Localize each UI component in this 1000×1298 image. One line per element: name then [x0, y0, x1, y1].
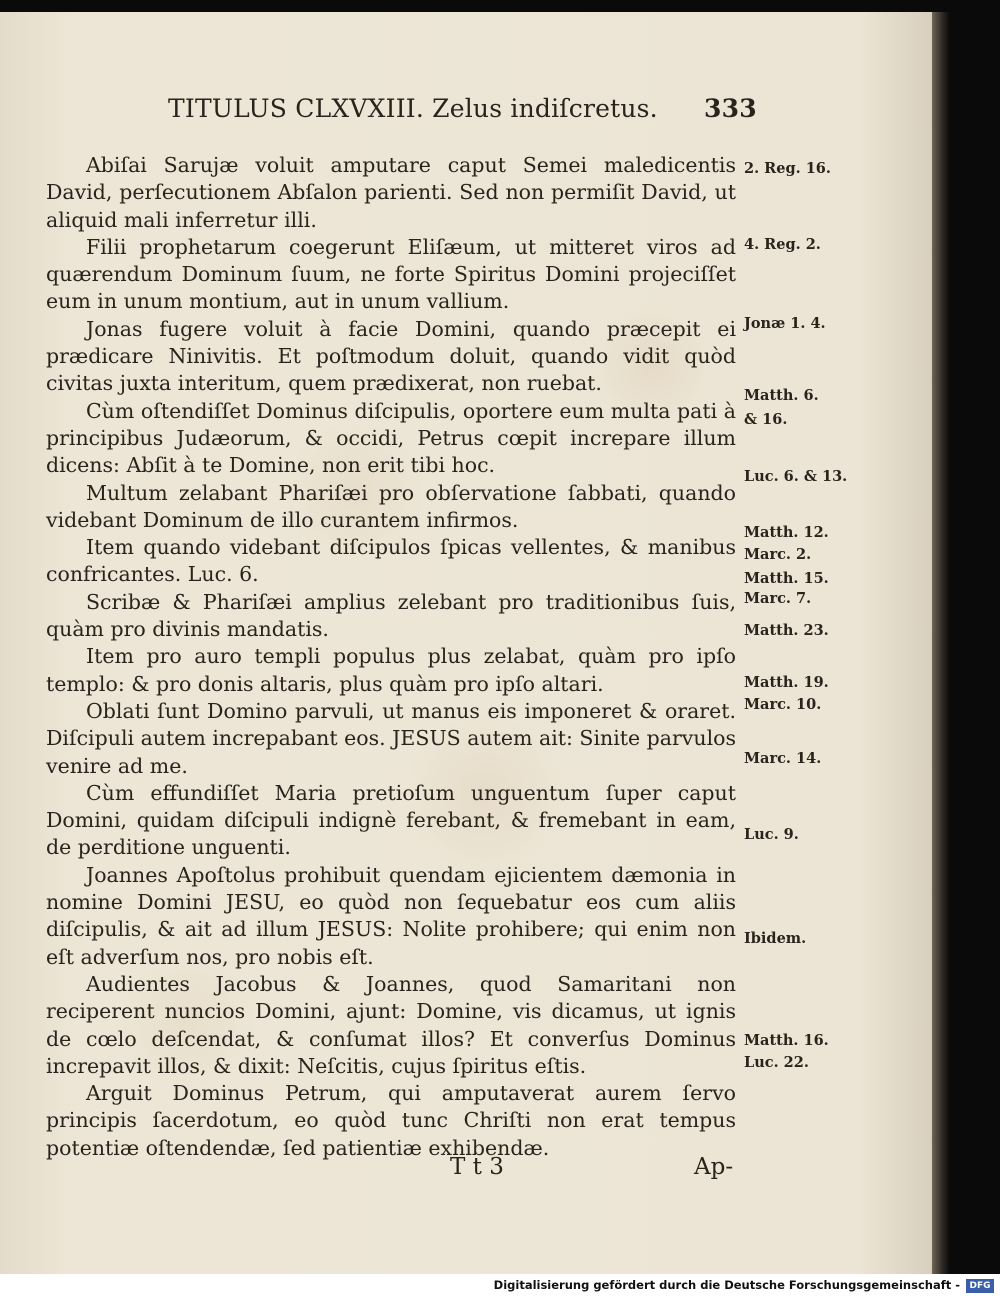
margin-note: Marc. 10. — [744, 696, 822, 713]
signature-mark: T t 3 — [450, 1154, 504, 1180]
page-number: 333 — [704, 94, 757, 123]
margin-note: Luc. 9. — [744, 826, 799, 843]
margin-note: Marc. 14. — [744, 750, 822, 767]
paragraph: Abiſai Sarujæ voluit amputare caput Semei maledicentis David, perſecutionem Abſalon parienti. Sed non permiſit David, ut aliquid mali inferretur illi. — [46, 153, 736, 232]
margin-note: & 16. — [744, 411, 788, 428]
running-title: TITULUS CLXVXIII. Zelus indiſcretus. — [168, 94, 658, 123]
paragraph: Audientes Jacobus & Joannes, quod Samaritani non reciperent nuncios Domini, ajunt: Domine, vis dicamus, ut ignis de cœlo deſcendat, & conſumat illos? Et converſus Dominus increpavit illos, & dixit: Neſcitis, cujus ſpiritus eſtis. — [46, 971, 736, 1078]
margin-note: Matth. 12. — [744, 524, 829, 541]
margin-note: Marc. 7. — [744, 590, 812, 607]
dfg-logo-icon: DFG — [966, 1279, 994, 1293]
margin-note: Luc. 6. & 13. — [744, 468, 848, 485]
paragraph: Scribæ & Phariſæi amplius zelebant pro traditionibus ſuis, quàm pro divinis mandatis. — [46, 589, 736, 642]
margin-note: Matth. 15. — [744, 570, 829, 587]
paragraph: Item pro auro templi populus plus zelabat, quàm pro ipſo templo: & pro donis altaris, plus quàm pro ipſo altari. — [46, 644, 736, 696]
book-page — [0, 12, 932, 1274]
digitization-notice: Digitalisierung gefördert durch die Deutsche Forschungsgemeinschaft - — [493, 1278, 960, 1292]
paragraph: Joannes Apoſtolus prohibuit quendam ejicientem dæmonia in nomine Domini JESU, eo quòd non ſequebatur eos cum aliis diſcipulis, & ait ad illum JESUS: Nolite prohibere; qui enim non eſt adverſum nos, pro nobis eſt. — [46, 862, 736, 969]
margin-note: Jonæ 1. 4. — [744, 315, 826, 332]
margin-note: Ibidem. — [744, 930, 807, 947]
margin-note: Luc. 22. — [744, 1054, 809, 1071]
margin-note: 2. Reg. 16. — [744, 160, 831, 177]
paragraph: Item quando videbant diſcipulos ſpicas vellentes, & manibus confricantes. Luc. 6. — [46, 535, 736, 587]
running-header — [168, 88, 768, 132]
margin-note: Marc. 2. — [744, 546, 812, 563]
margin-note: 4. Reg. 2. — [744, 236, 821, 253]
paragraph: Arguit Dominus Petrum, qui amputaverat aurem ſervo principis ſacerdotum, eo quòd tunc Chriſti non erat tempus potentiæ oſtendendæ, ſed patientiæ exhibendæ. — [46, 1081, 736, 1160]
margin-note: Matth. 23. — [744, 622, 829, 639]
paragraph: Jonas fugere voluit à facie Domini, quando præcepit ei prædicare Ninivitis. Et poſtmodum doluit, quando vidit quòd civitas juxta interitum, quem prædixerat, non ruebat. — [46, 316, 736, 396]
paragraph: Oblati ſunt Domino parvuli, ut manus eis imponeret & oraret. Diſcipuli autem increpabant eos. JESUS autem ait: Sinite parvulos venire ad me. — [46, 698, 737, 778]
page-edge — [932, 12, 950, 1274]
paragraph: Filii prophetarum coegerunt Eliſæum, ut mitteret viros ad quærendum Dominum ſuum, ne forte Spiritus Domini projeciſſet eum in unum montium, aut in unum vallium. — [46, 234, 736, 314]
margin-note: Matth. 6. — [744, 387, 819, 404]
paragraph: Cùm effundiſſet Maria pretioſum unguentum ſuper caput Domini, quidam diſcipuli indignè ferebant, & fremebant in eam, de perditione unguenti. — [46, 780, 736, 860]
catchword: Ap- — [694, 1154, 734, 1180]
paragraph: Cùm oſtendiſſet Dominus diſcipulis, oportere eum multa pati à principibus Judæorum, & occidi, Petrus cœpit increpare illum dicens: Abſit à te Domine, non erit tibi hoc. — [46, 398, 736, 478]
page-footer — [0, 1150, 932, 1190]
paragraph: Multum zelabant Phariſæi pro obſervatione ſabbati, quando videbant Dominum de illo curantem infirmos. — [46, 480, 736, 532]
main-text — [46, 152, 736, 1162]
margin-note: Matth. 16. — [744, 1032, 829, 1049]
margin-note: Matth. 19. — [744, 674, 829, 691]
digitization-bar — [0, 1274, 1000, 1298]
